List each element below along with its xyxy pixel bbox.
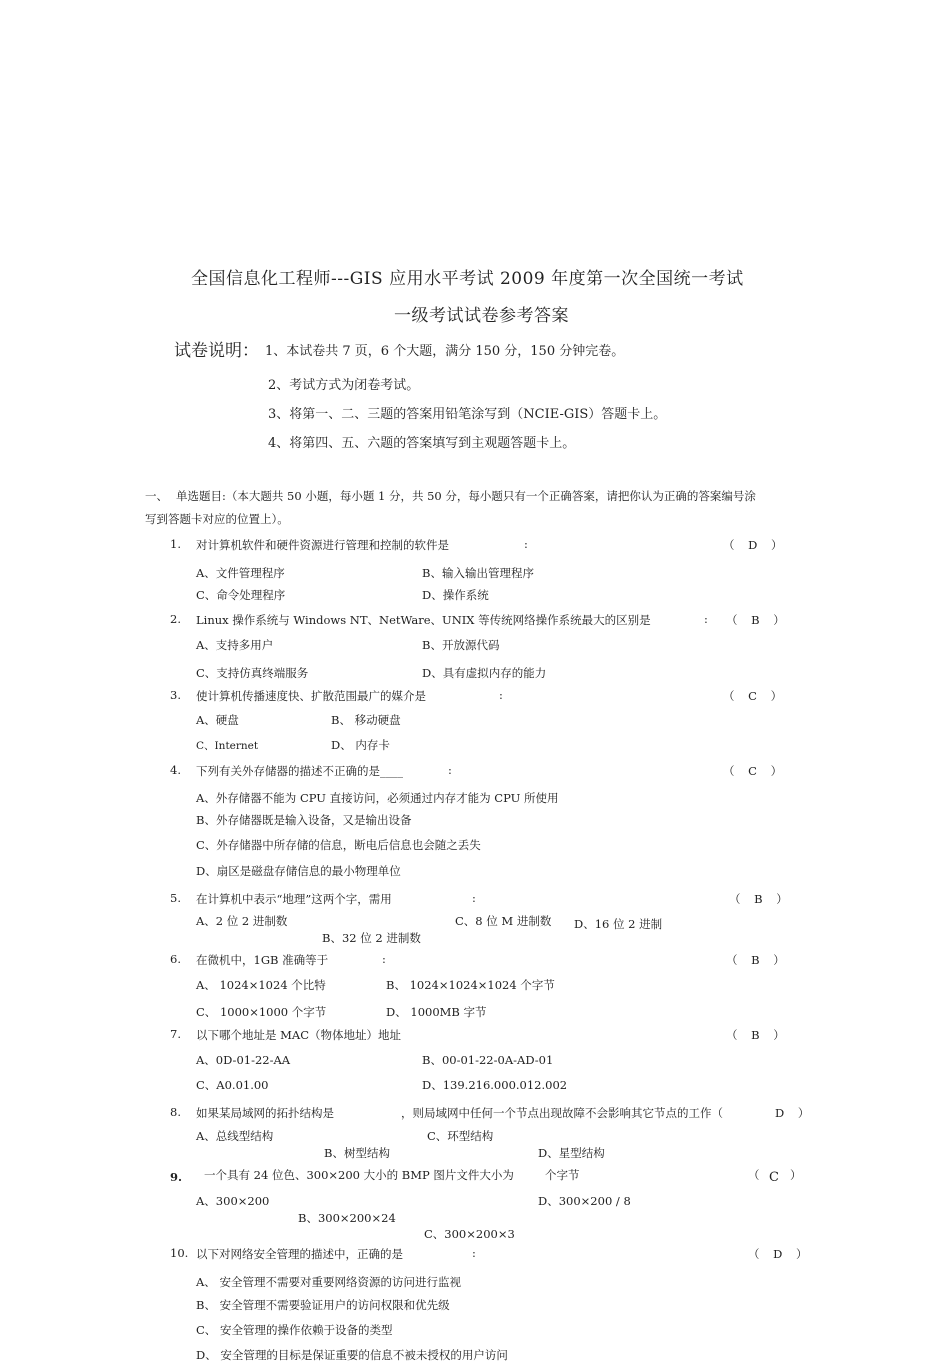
- option-d: D、 1000MB 字节: [386, 1005, 487, 1019]
- option-b: B、00-01-22-0A-AD-01: [422, 1053, 554, 1067]
- answer-key: D ）: [775, 1106, 810, 1120]
- instructions-label: 试卷说明：: [174, 341, 259, 361]
- answer-key: （ B ）: [726, 613, 785, 627]
- question-stem-continued: ，则局域网中任何一个节点出现故障不会影响其它节点的工作（: [401, 1106, 723, 1120]
- answer-key: （ D ）: [748, 1247, 808, 1261]
- question-stem: 如果某局域网的拓扑结构是: [196, 1106, 334, 1120]
- option-b: B、 安全管理不需要验证用户的访问权限和优先级: [196, 1298, 450, 1312]
- answer-bracket-right: ）: [790, 1168, 802, 1182]
- answer-key: （ B ）: [726, 1028, 785, 1042]
- option-c: C、 1000×1000 个字节: [196, 1005, 327, 1019]
- option-b: B、300×200×24: [298, 1211, 396, 1225]
- option-d: D、扇区是磁盘存储信息的最小物理单位: [196, 864, 401, 878]
- question-number: 1.: [170, 537, 181, 551]
- instruction-item-1: 1、本试卷共 7 页，6 个大题，满分 150 分，150 分钟完卷。: [265, 344, 625, 359]
- instruction-item-3: 3、将第一、二、三题的答案用铅笔涂写到（NCIE-GIS）答题卡上。: [268, 407, 667, 422]
- option-d: D、300×200 / 8: [538, 1194, 631, 1208]
- answer-key: （ D ）: [723, 538, 783, 552]
- question-number: 10.: [170, 1246, 189, 1260]
- question-stem: 在微机中，1GB 准确等于: [196, 953, 329, 967]
- option-d: D、139.216.000.012.002: [422, 1078, 568, 1092]
- option-a: A、文件管理程序: [196, 566, 285, 580]
- section-description-line2: 写到答题卡对应的位置上）。: [145, 512, 289, 526]
- option-a: A、 1024×1024 个比特: [196, 978, 326, 992]
- question-stem: Linux 操作系统与 Windows NT、NetWare、UNIX 等传统网络操作系统最大的区别是: [196, 613, 651, 627]
- option-c: C、支持仿真终端服务: [196, 666, 309, 680]
- question-colon: :: [472, 891, 476, 905]
- instruction-item-2: 2、考试方式为闭卷考试。: [268, 378, 420, 393]
- question-number: 3.: [170, 688, 181, 702]
- answer-key: （ B ）: [729, 892, 788, 906]
- option-c: C、300×200×3: [424, 1227, 515, 1241]
- option-d: D、16 位 2 进制: [574, 917, 663, 931]
- question-stem: 以下哪个地址是 MAC（物体地址）地址: [196, 1028, 402, 1042]
- option-c: C、A0.01.00: [196, 1078, 269, 1092]
- option-b: B、 移动硬盘: [331, 713, 401, 727]
- option-d: D、 内存卡: [331, 738, 390, 752]
- question-number: 2.: [170, 612, 181, 626]
- option-c: C、命令处理程序: [196, 588, 286, 602]
- option-c: C、8 位 M 进制数: [455, 914, 552, 928]
- answer-key: （ B ）: [726, 953, 785, 967]
- question-colon: :: [524, 537, 528, 551]
- question-colon: :: [382, 952, 386, 966]
- question-number: 6.: [170, 952, 181, 966]
- section-number: 一、: [145, 489, 168, 503]
- option-d: D、具有虚拟内存的能力: [422, 666, 547, 680]
- option-a: A、总线型结构: [196, 1129, 274, 1143]
- question-number: 9.: [170, 1170, 183, 1184]
- question-stem: 在计算机中表示“地理”这两个字，需用: [196, 892, 392, 906]
- page-title: 全国信息化工程师---GIS 应用水平考试 2009 年度第一次全国统一考试: [191, 269, 744, 289]
- answer-key: （ C ）: [723, 689, 783, 703]
- option-d: D、操作系统: [422, 588, 489, 602]
- option-a: A、2 位 2 进制数: [196, 914, 288, 928]
- question-stem: 对计算机软件和硬件资源进行管理和控制的软件是: [196, 538, 449, 552]
- question-colon: :: [448, 763, 452, 777]
- option-a: A、外存储器不能为 CPU 直接访问，必须通过内存才能为 CPU 所使用: [196, 791, 559, 805]
- question-stem: 一个具有 24 位色、300×200 大小的 BMP 图片文件大小为: [204, 1168, 514, 1182]
- option-b: B、树型结构: [324, 1146, 390, 1160]
- option-b: B、32 位 2 进制数: [322, 931, 421, 945]
- option-b: B、开放源代码: [422, 638, 500, 652]
- question-number: 7.: [170, 1027, 181, 1041]
- question-stem: 以下对网络安全管理的描述中，正确的是: [196, 1247, 403, 1261]
- option-b: B、 1024×1024×1024 个字节: [386, 978, 555, 992]
- option-a: A、支持多用户: [196, 638, 274, 652]
- question-stem-continued: 个字节: [545, 1168, 580, 1182]
- question-number: 4.: [170, 763, 181, 777]
- answer-bracket-left: （: [748, 1168, 760, 1182]
- option-b: B、输入输出管理程序: [422, 566, 534, 580]
- answer-key: （ C ）: [723, 764, 783, 778]
- option-a: A、300×200: [196, 1194, 270, 1208]
- section-description-line1: 单选题目:（本大题共 50 小题，每小题 1 分，共 50 分，每小题只有一个正确答案，请把你认为正确的答案编号涂: [176, 489, 756, 503]
- option-c: C、环型结构: [427, 1129, 494, 1143]
- option-c: C、Internet: [196, 740, 259, 752]
- option-d: D、 安全管理的目标是保证重要的信息不被未授权的用户访问: [196, 1348, 508, 1362]
- option-d: D、星型结构: [538, 1146, 605, 1160]
- question-stem: 下列有关外存储器的描述不正确的是____: [196, 764, 403, 778]
- answer-key: C: [769, 1170, 779, 1185]
- option-c: C、 安全管理的操作依赖于设备的类型: [196, 1323, 393, 1337]
- question-colon: :: [704, 612, 708, 626]
- option-c: C、外存储器中所存储的信息，断电后信息也会随之丢失: [196, 838, 481, 852]
- option-a: A、 安全管理不需要对重要网络资源的访问进行监视: [196, 1275, 461, 1289]
- question-number: 5.: [170, 891, 181, 905]
- option-a: A、0D-01-22-AA: [196, 1053, 291, 1067]
- question-stem: 使计算机传播速度快、扩散范围最广的媒介是: [196, 689, 426, 703]
- instruction-item-4: 4、将第四、五、六题的答案填写到主观题答题卡上。: [268, 436, 576, 451]
- page-subtitle: 一级考试试卷参考答案: [394, 306, 569, 326]
- option-b: B、外存储器既是输入设备，又是输出设备: [196, 813, 412, 827]
- question-colon: :: [472, 1246, 476, 1260]
- option-a: A、硬盘: [196, 713, 239, 727]
- question-number: 8.: [170, 1105, 181, 1119]
- question-colon: :: [499, 688, 503, 702]
